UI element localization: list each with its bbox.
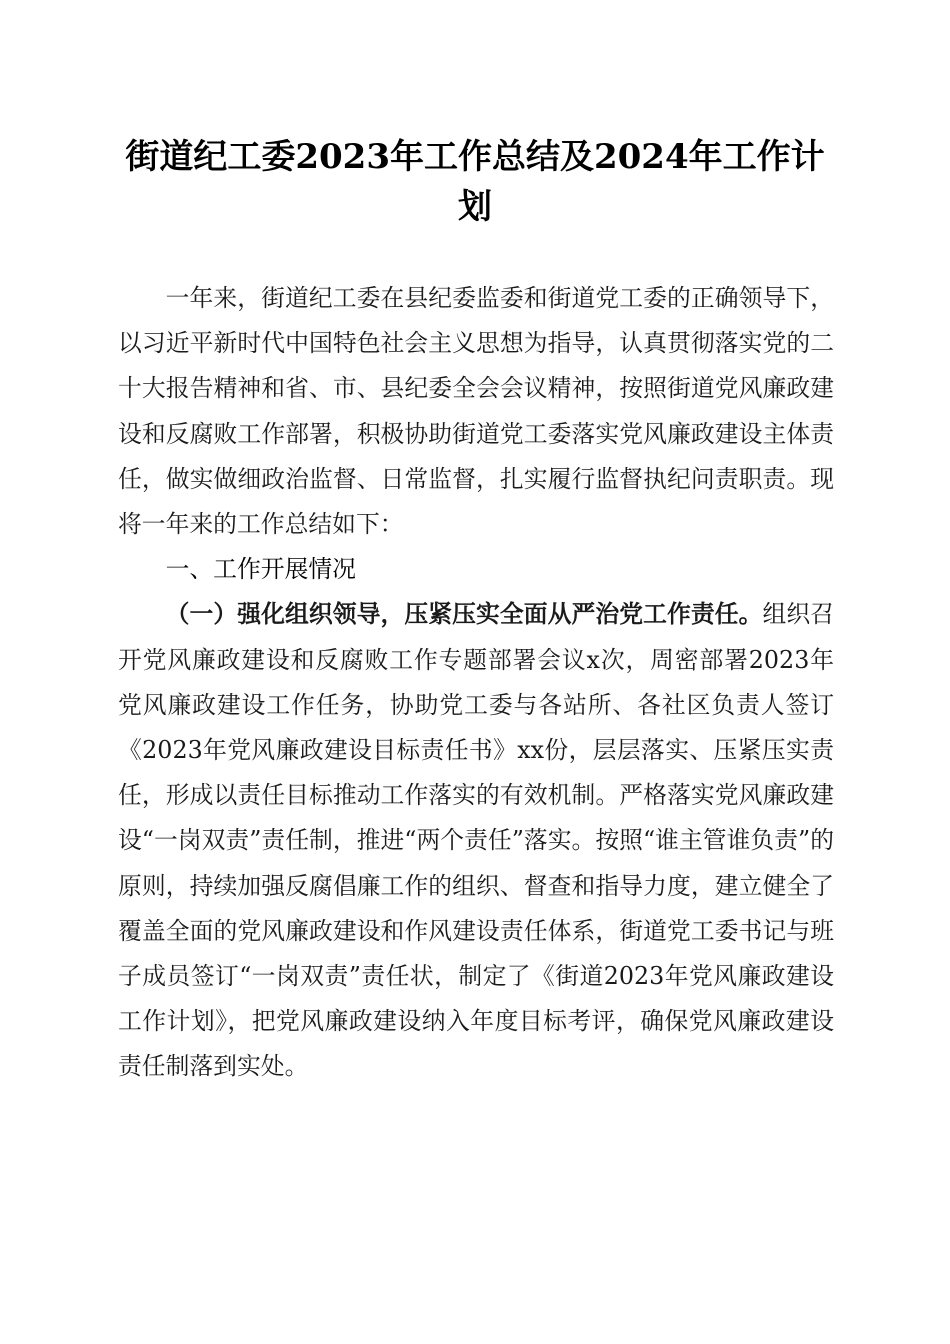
section-paragraph	[118, 592, 834, 1089]
subsection-body: 组织召开党风廉政建设和反腐败工作专题部署会议x次，周密部署2023年党风廉政建设工作任务，协助党工委与各站所、各社区负责人签订《2023年党风廉政建设目标责任书》xx份，层层落实、压紧压实责任，形成以责任目标推动工作落实的有效机制。严格落实党风廉政建设“一岗双责”责任制，推进“两个责任”落实。按照“谁主管谁负责”的原则，持续加强反腐倡廉工作的组织、督查和指导力度，建立健全了覆盖全面的党风廉政建设和作风建设责任体系，街道党工委书记与班子成员签订“一岗双责”责任状，制定了《街道2023年党风廉政建设工作计划》，把党风廉政建设纳入年度目标考评，确保党风廉政建设责任制落到实处。	[118, 600, 834, 1081]
subsection-heading: （一）强化组织领导，压紧压实全面从严治党工作责任。	[165, 600, 763, 629]
section-heading: 一、工作开展情况	[165, 555, 356, 584]
document-title: 街道纪工委2023年工作总结及2024年工作计划	[125, 137, 825, 227]
intro-paragraph: 一年来，街道纪工委在县纪委监委和街道党工委的正确领导下，以习近平新时代中国特色社会主义思想为指导，认真贯彻落实党的二十大报告精神和省、市、县纪委全会会议精神，按照街道党风廉政建设和反腐败工作部署，积极协助街道党工委落实党风廉政建设主体责任，做实做细政治监督、日常监督，扎实履行监督执纪问责职责。现将一年来的工作总结如下：	[118, 284, 834, 539]
document-body	[118, 276, 834, 1090]
